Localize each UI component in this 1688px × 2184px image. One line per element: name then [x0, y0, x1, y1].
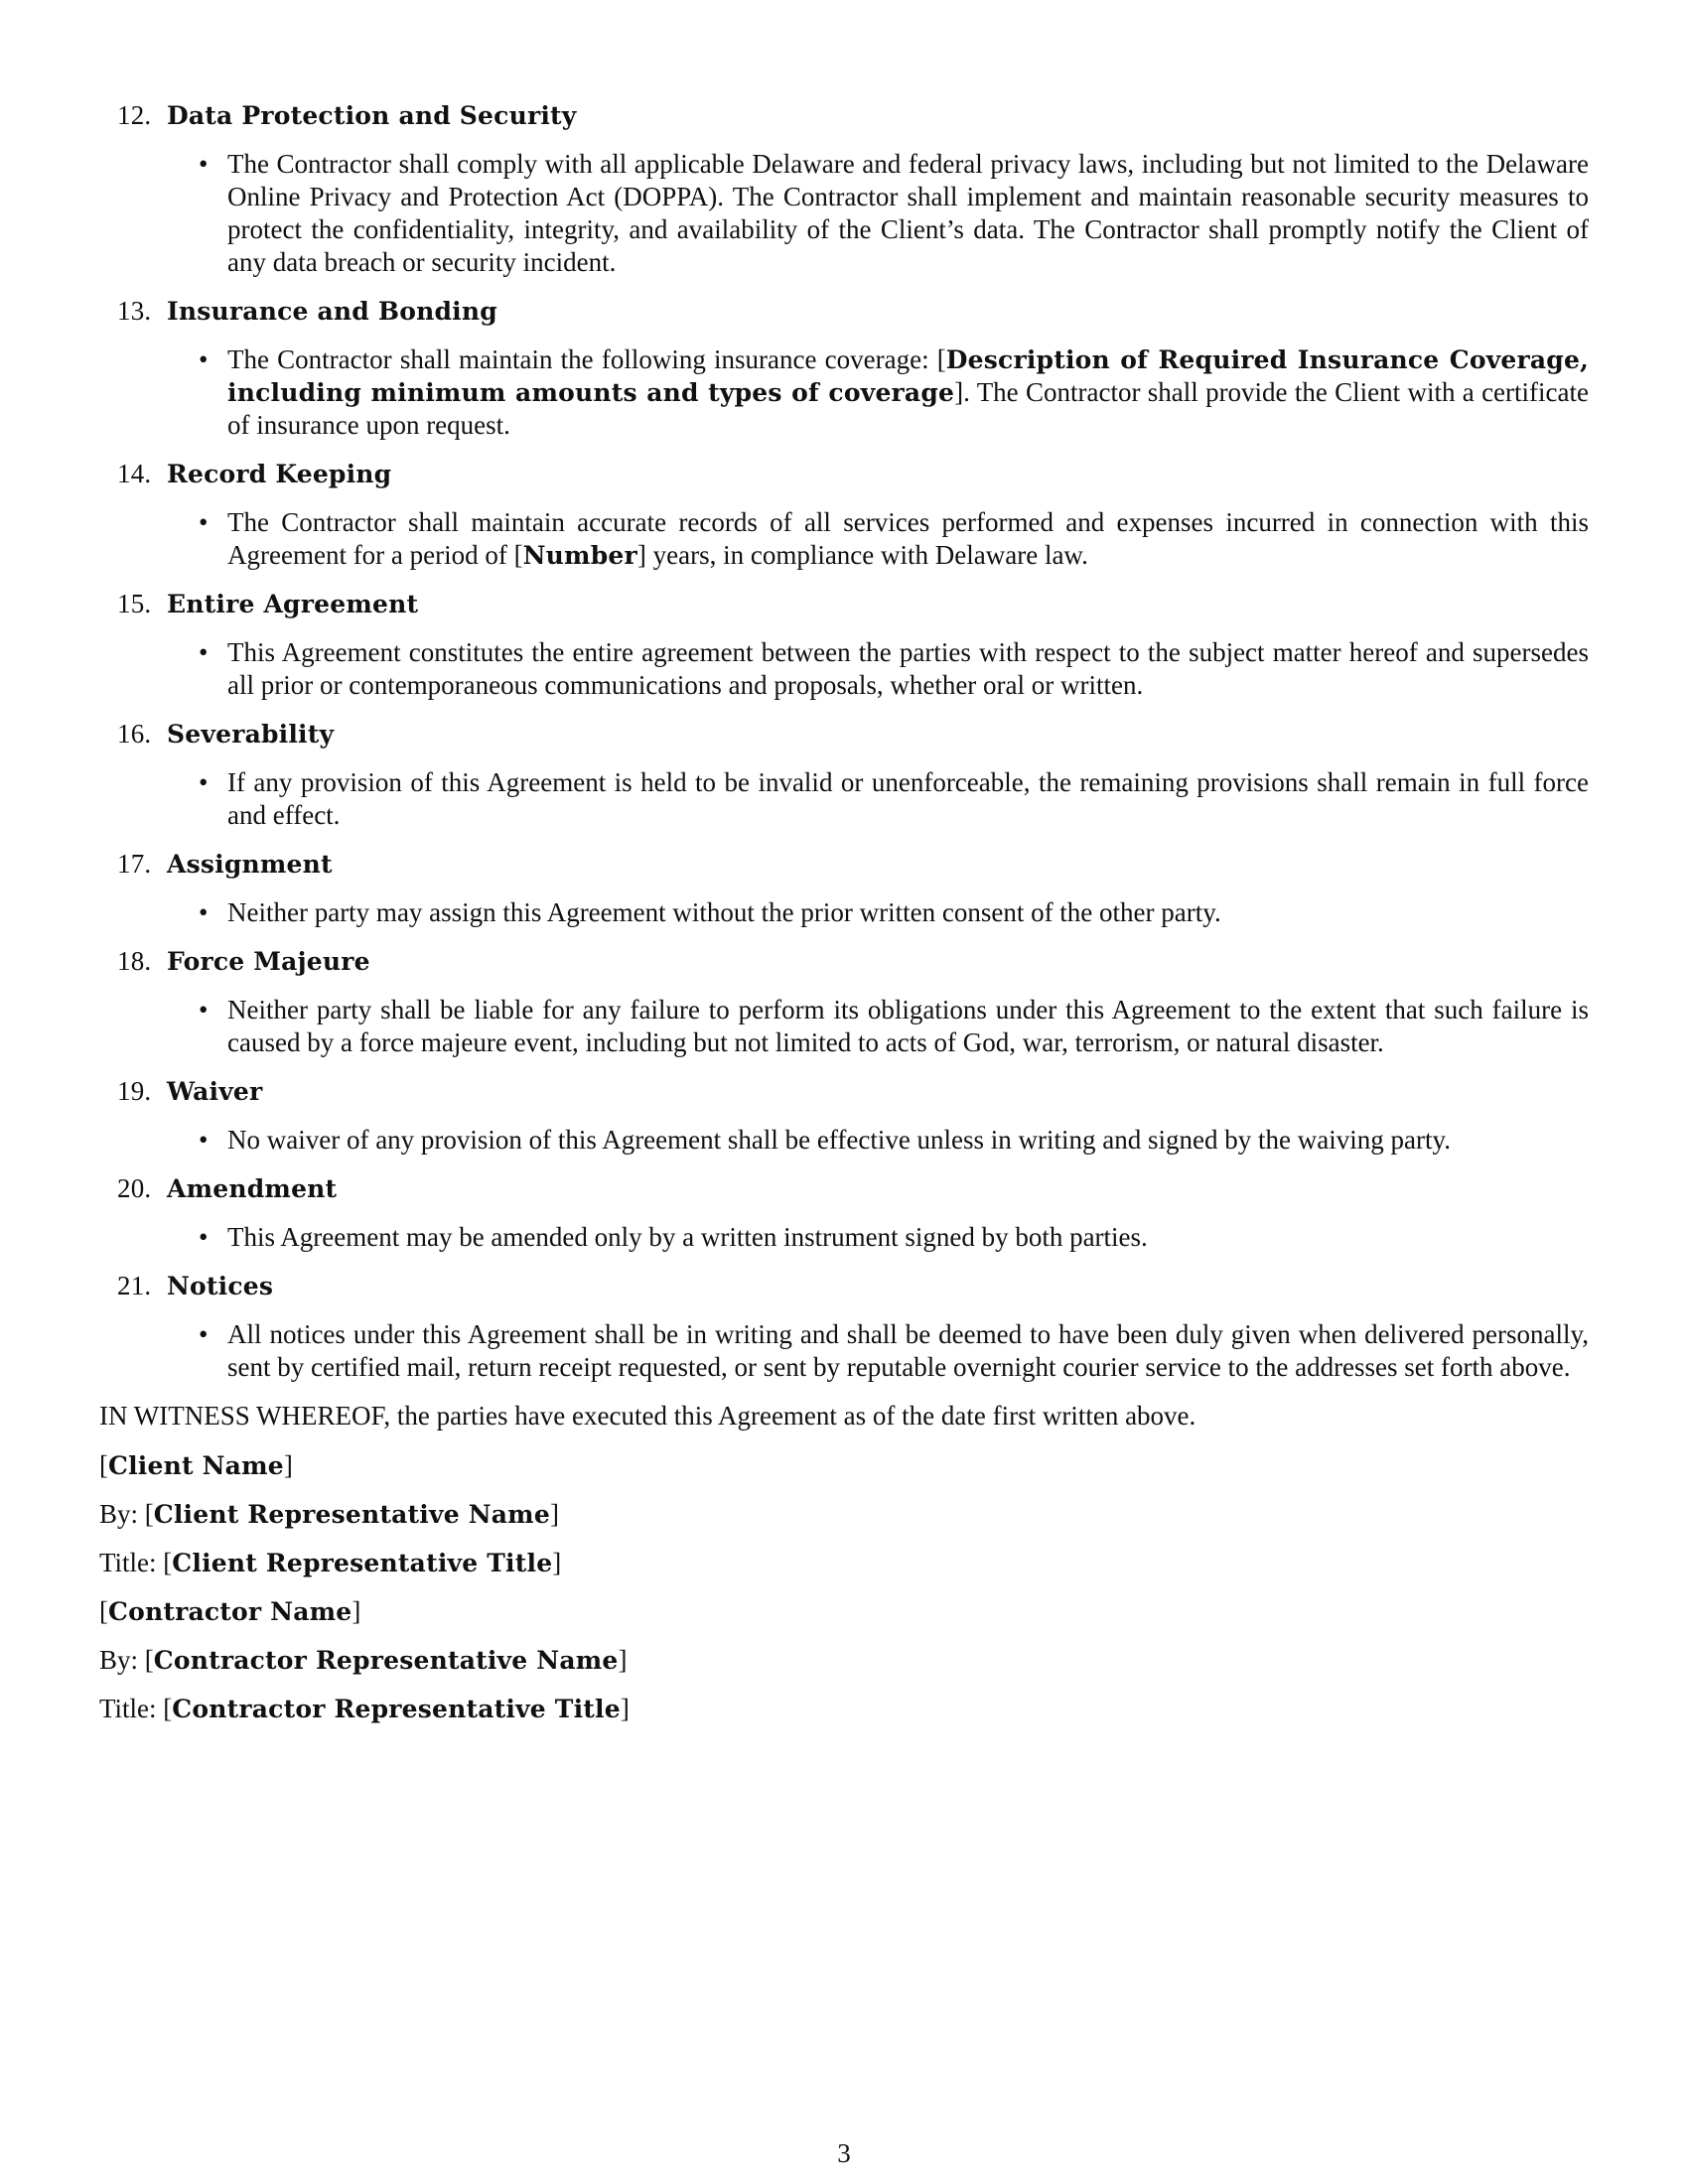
section-text: No waiver of any provision of this Agreement shall be effective unless in writing and signed by the waiving party. — [227, 1125, 1451, 1155]
bullet-icon: • — [199, 1125, 209, 1155]
list-item — [99, 506, 1589, 572]
section-number: 20. — [117, 1173, 152, 1203]
section-title: Severability — [167, 720, 335, 749]
section-heading — [99, 588, 1589, 620]
section-title: Waiver — [167, 1077, 263, 1106]
by-label: By: — [99, 1499, 139, 1529]
section-heading — [99, 848, 1589, 881]
section-insurance — [99, 295, 1589, 442]
section-heading — [99, 718, 1589, 751]
section-text: ]. The Contractor shall provide the Client with a certificate of insurance upon request. — [227, 377, 1589, 440]
witness-statement: IN WITNESS WHEREOF, the parties have executed this Agreement as of the date first written above. — [99, 1401, 1196, 1431]
bullet-icon: • — [199, 995, 209, 1024]
section-heading — [99, 1270, 1589, 1302]
section-assignment — [99, 848, 1589, 929]
contractor-title-line: Title: [Contractor Representative Title] — [99, 1694, 630, 1723]
section-text: Neither party may assign this Agreement without the prior written consent of the other party. — [227, 897, 1221, 927]
section-title: Record Keeping — [167, 460, 392, 488]
section-heading — [99, 99, 1589, 132]
section-number: 16. — [117, 719, 152, 749]
bullet-icon: • — [199, 344, 209, 374]
section-number: 21. — [117, 1271, 152, 1300]
section-number: 12. — [117, 100, 152, 130]
section-number: 18. — [117, 946, 152, 976]
list-item — [99, 1318, 1589, 1384]
section-number: 14. — [117, 459, 152, 488]
section-text: The Contractor shall maintain accurate records of all services performed and expenses incurred in connection with this Agreement for a period of [ — [227, 507, 1589, 570]
section-title: Notices — [167, 1272, 274, 1300]
list-item — [99, 766, 1589, 832]
section-title: Amendment — [167, 1174, 338, 1203]
title-label: Title: — [99, 1694, 157, 1723]
section-severability — [99, 718, 1589, 832]
section-title: Force Majeure — [167, 947, 370, 976]
client-name-line: [Client Name] — [99, 1450, 293, 1480]
document-page — [99, 99, 1589, 1741]
bullet-icon: • — [199, 1319, 209, 1349]
contractor-rep-title: Contractor Representative Title — [172, 1695, 621, 1723]
bullet-icon: • — [199, 897, 209, 927]
list-item — [99, 343, 1589, 442]
section-force-majeure — [99, 945, 1589, 1059]
bullet-icon: • — [199, 149, 209, 179]
section-record-keeping — [99, 458, 1589, 572]
bullet-icon: • — [199, 637, 209, 667]
list-item — [99, 994, 1589, 1059]
section-text: If any provision of this Agreement is held to be invalid or unenforceable, the remaining provisions shall remain in full force and effect. — [227, 767, 1589, 830]
client-rep-name: Client Representative Name — [153, 1500, 550, 1529]
section-text: This Agreement may be amended only by a written instrument signed by both parties. — [227, 1222, 1148, 1252]
client-title-line: Title: [Client Representative Title] — [99, 1548, 562, 1577]
list-item — [99, 148, 1589, 279]
section-heading — [99, 1172, 1589, 1205]
by-label: By: — [99, 1645, 139, 1675]
section-text: All notices under this Agreement shall be in writing and shall be deemed to have been duly given when delivered personally, sent by certified mail, return receipt requested, or sent by reputable overnight courier service to the addresses set forth above. — [227, 1319, 1589, 1382]
list-item — [99, 896, 1589, 929]
placeholder-text: Description of Required Insurance Coverage, including minimum amounts and types of coverage — [227, 345, 1589, 407]
section-number: 19. — [117, 1076, 152, 1106]
section-text: ] years, in compliance with Delaware law. — [636, 540, 1088, 570]
section-title: Entire Agreement — [167, 590, 419, 618]
section-notices — [99, 1270, 1589, 1384]
section-heading — [99, 295, 1589, 328]
section-heading — [99, 458, 1589, 490]
section-data-protection — [99, 99, 1589, 279]
section-title: Data Protection and Security — [167, 101, 577, 130]
page-number: 3 — [837, 2138, 851, 2168]
section-amendment — [99, 1172, 1589, 1254]
section-text: The Contractor shall comply with all applicable Delaware and federal privacy laws, including but not limited to the Delaware Online Privacy and Protection Act (DOPPA). The Contractor shall implement and maintain reasonable security measures to protect the confidentiality, integrity, and availability of the Client’s data. The Contractor shall promptly notify the Client of any data breach or security incident. — [227, 149, 1589, 277]
bullet-icon: • — [199, 767, 209, 797]
client-by-line: By: [Client Representative Name] — [99, 1499, 559, 1529]
section-text: Neither party shall be liable for any failure to perform its obligations under this Agreement to the extent that such failure is caused by a force majeure event, including but not limited to acts of God, war, terrorism, or natural disaster. — [227, 995, 1589, 1057]
list-item — [99, 1124, 1589, 1157]
bullet-icon: • — [199, 1222, 209, 1252]
section-heading — [99, 945, 1589, 978]
contractor-by-line: By: [Contractor Representative Name] — [99, 1645, 628, 1675]
section-entire-agreement — [99, 588, 1589, 702]
list-item — [99, 636, 1589, 702]
section-number: 17. — [117, 849, 152, 879]
section-text: This Agreement constitutes the entire agreement between the parties with respect to the subject matter hereof and supersedes all prior or contemporaneous communications and proposals, whether oral or written. — [227, 637, 1589, 700]
title-label: Title: — [99, 1548, 157, 1577]
section-text: The Contractor shall maintain the following insurance coverage: [ — [227, 344, 946, 374]
section-waiver — [99, 1075, 1589, 1157]
list-item — [99, 1221, 1589, 1254]
placeholder-text: Number — [522, 541, 637, 570]
client-rep-title: Client Representative Title — [172, 1549, 553, 1577]
contractor-rep-name: Contractor Representative Name — [153, 1646, 619, 1675]
contractor-name: Contractor Name — [108, 1597, 352, 1626]
section-number: 15. — [117, 589, 152, 618]
section-heading — [99, 1075, 1589, 1108]
bullet-icon: • — [199, 507, 209, 537]
section-title: Assignment — [167, 850, 333, 879]
contractor-name-line: [Contractor Name] — [99, 1596, 361, 1626]
section-title: Insurance and Bonding — [167, 297, 497, 326]
client-name: Client Name — [108, 1451, 284, 1480]
section-number: 13. — [117, 296, 152, 326]
